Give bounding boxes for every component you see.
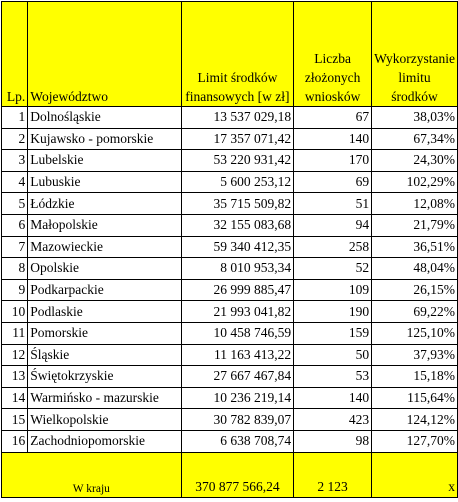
cell-lp: 8 bbox=[2, 258, 28, 280]
table-row bbox=[2, 366, 458, 388]
cell-lp: 5 bbox=[2, 193, 28, 215]
cell-count: 52 bbox=[294, 258, 372, 280]
cell-lp: 1 bbox=[2, 107, 28, 129]
cell-count: 69 bbox=[294, 171, 372, 193]
table-row bbox=[2, 387, 458, 409]
total-count: 2 123 bbox=[294, 452, 372, 497]
cell-count: 98 bbox=[294, 430, 372, 452]
cell-usage: 21,79% bbox=[372, 214, 458, 236]
cell-usage: 15,18% bbox=[372, 366, 458, 388]
cell-count: 50 bbox=[294, 344, 372, 366]
cell-region: Śląskie bbox=[28, 344, 181, 366]
header-row bbox=[2, 2, 458, 107]
cell-lp: 13 bbox=[2, 366, 28, 388]
cell-region: Pomorskie bbox=[28, 322, 181, 344]
cell-region: Łódzkie bbox=[28, 193, 181, 215]
cell-count: 140 bbox=[294, 387, 372, 409]
table-row bbox=[2, 150, 458, 172]
cell-limit: 26 999 885,47 bbox=[181, 279, 294, 301]
cell-region: Zachodniopomorskie bbox=[28, 430, 181, 452]
cell-usage: 115,64% bbox=[372, 387, 458, 409]
cell-usage: 48,04% bbox=[372, 258, 458, 280]
cell-usage: 67,34% bbox=[372, 128, 458, 150]
cell-usage: 37,93% bbox=[372, 344, 458, 366]
cell-usage: 26,15% bbox=[372, 279, 458, 301]
table-row bbox=[2, 430, 458, 452]
cell-usage: 127,70% bbox=[372, 430, 458, 452]
table-row bbox=[2, 301, 458, 323]
table-row bbox=[2, 279, 458, 301]
cell-limit: 53 220 931,42 bbox=[181, 150, 294, 172]
header-usage: Wykorzystanie limitu środków bbox=[372, 2, 458, 107]
table-row bbox=[2, 107, 458, 129]
cell-limit: 10 458 746,59 bbox=[181, 322, 294, 344]
cell-region: Małopolskie bbox=[28, 214, 181, 236]
cell-usage: 102,29% bbox=[372, 171, 458, 193]
table-row bbox=[2, 128, 458, 150]
cell-limit: 8 010 953,34 bbox=[181, 258, 294, 280]
cell-count: 109 bbox=[294, 279, 372, 301]
total-usage: x bbox=[372, 452, 458, 497]
cell-lp: 14 bbox=[2, 387, 28, 409]
cell-count: 53 bbox=[294, 366, 372, 388]
table-row bbox=[2, 409, 458, 431]
cell-lp: 4 bbox=[2, 171, 28, 193]
cell-lp: 9 bbox=[2, 279, 28, 301]
cell-usage: 125,10% bbox=[372, 322, 458, 344]
table-row bbox=[2, 171, 458, 193]
cell-limit: 27 667 467,84 bbox=[181, 366, 294, 388]
cell-lp: 2 bbox=[2, 128, 28, 150]
cell-lp: 3 bbox=[2, 150, 28, 172]
cell-usage: 36,51% bbox=[372, 236, 458, 258]
cell-lp: 12 bbox=[2, 344, 28, 366]
cell-usage: 12,08% bbox=[372, 193, 458, 215]
cell-lp: 6 bbox=[2, 214, 28, 236]
table-row bbox=[2, 322, 458, 344]
table-row bbox=[2, 344, 458, 366]
header-region: Województwo bbox=[28, 2, 181, 107]
cell-usage: 69,22% bbox=[372, 301, 458, 323]
total-label: W kraju bbox=[2, 452, 182, 497]
cell-region: Mazowieckie bbox=[28, 236, 181, 258]
cell-region: Dolnośląskie bbox=[28, 107, 181, 129]
cell-region: Wielkopolskie bbox=[28, 409, 181, 431]
cell-limit: 5 600 253,12 bbox=[181, 171, 294, 193]
cell-count: 67 bbox=[294, 107, 372, 129]
cell-usage: 38,03% bbox=[372, 107, 458, 129]
total-limit: 370 877 566,24 bbox=[181, 452, 294, 497]
cell-count: 94 bbox=[294, 214, 372, 236]
cell-count: 159 bbox=[294, 322, 372, 344]
table-row bbox=[2, 236, 458, 258]
cell-lp: 15 bbox=[2, 409, 28, 431]
cell-count: 258 bbox=[294, 236, 372, 258]
cell-limit: 11 163 413,22 bbox=[181, 344, 294, 366]
cell-limit: 17 357 071,42 bbox=[181, 128, 294, 150]
cell-region: Świętokrzyskie bbox=[28, 366, 181, 388]
cell-count: 140 bbox=[294, 128, 372, 150]
cell-lp: 11 bbox=[2, 322, 28, 344]
cell-region: Podlaskie bbox=[28, 301, 181, 323]
table-row bbox=[2, 214, 458, 236]
cell-region: Lubuskie bbox=[28, 171, 181, 193]
header-limit: Limit środków finansowych [w zł] bbox=[181, 2, 294, 107]
cell-limit: 35 715 509,82 bbox=[181, 193, 294, 215]
cell-count: 51 bbox=[294, 193, 372, 215]
cell-limit: 21 993 041,82 bbox=[181, 301, 294, 323]
header-lp: Lp. bbox=[2, 2, 28, 107]
cell-lp: 10 bbox=[2, 301, 28, 323]
cell-limit: 32 155 083,68 bbox=[181, 214, 294, 236]
cell-usage: 124,12% bbox=[372, 409, 458, 431]
cell-limit: 30 782 839,07 bbox=[181, 409, 294, 431]
cell-limit: 6 638 708,74 bbox=[181, 430, 294, 452]
cell-region: Lubelskie bbox=[28, 150, 181, 172]
limits-table bbox=[1, 1, 458, 498]
cell-limit: 13 537 029,18 bbox=[181, 107, 294, 129]
cell-limit: 59 340 412,35 bbox=[181, 236, 294, 258]
cell-lp: 7 bbox=[2, 236, 28, 258]
cell-count: 190 bbox=[294, 301, 372, 323]
total-row bbox=[2, 452, 458, 497]
cell-limit: 10 236 219,14 bbox=[181, 387, 294, 409]
header-count: Liczba złożonych wniosków bbox=[294, 2, 372, 107]
cell-region: Kujawsko - pomorskie bbox=[28, 128, 181, 150]
table-row bbox=[2, 193, 458, 215]
cell-region: Warmińsko - mazurskie bbox=[28, 387, 181, 409]
cell-count: 423 bbox=[294, 409, 372, 431]
cell-region: Podkarpackie bbox=[28, 279, 181, 301]
cell-region: Opolskie bbox=[28, 258, 181, 280]
cell-lp: 16 bbox=[2, 430, 28, 452]
table-row bbox=[2, 258, 458, 280]
cell-usage: 24,30% bbox=[372, 150, 458, 172]
cell-count: 170 bbox=[294, 150, 372, 172]
